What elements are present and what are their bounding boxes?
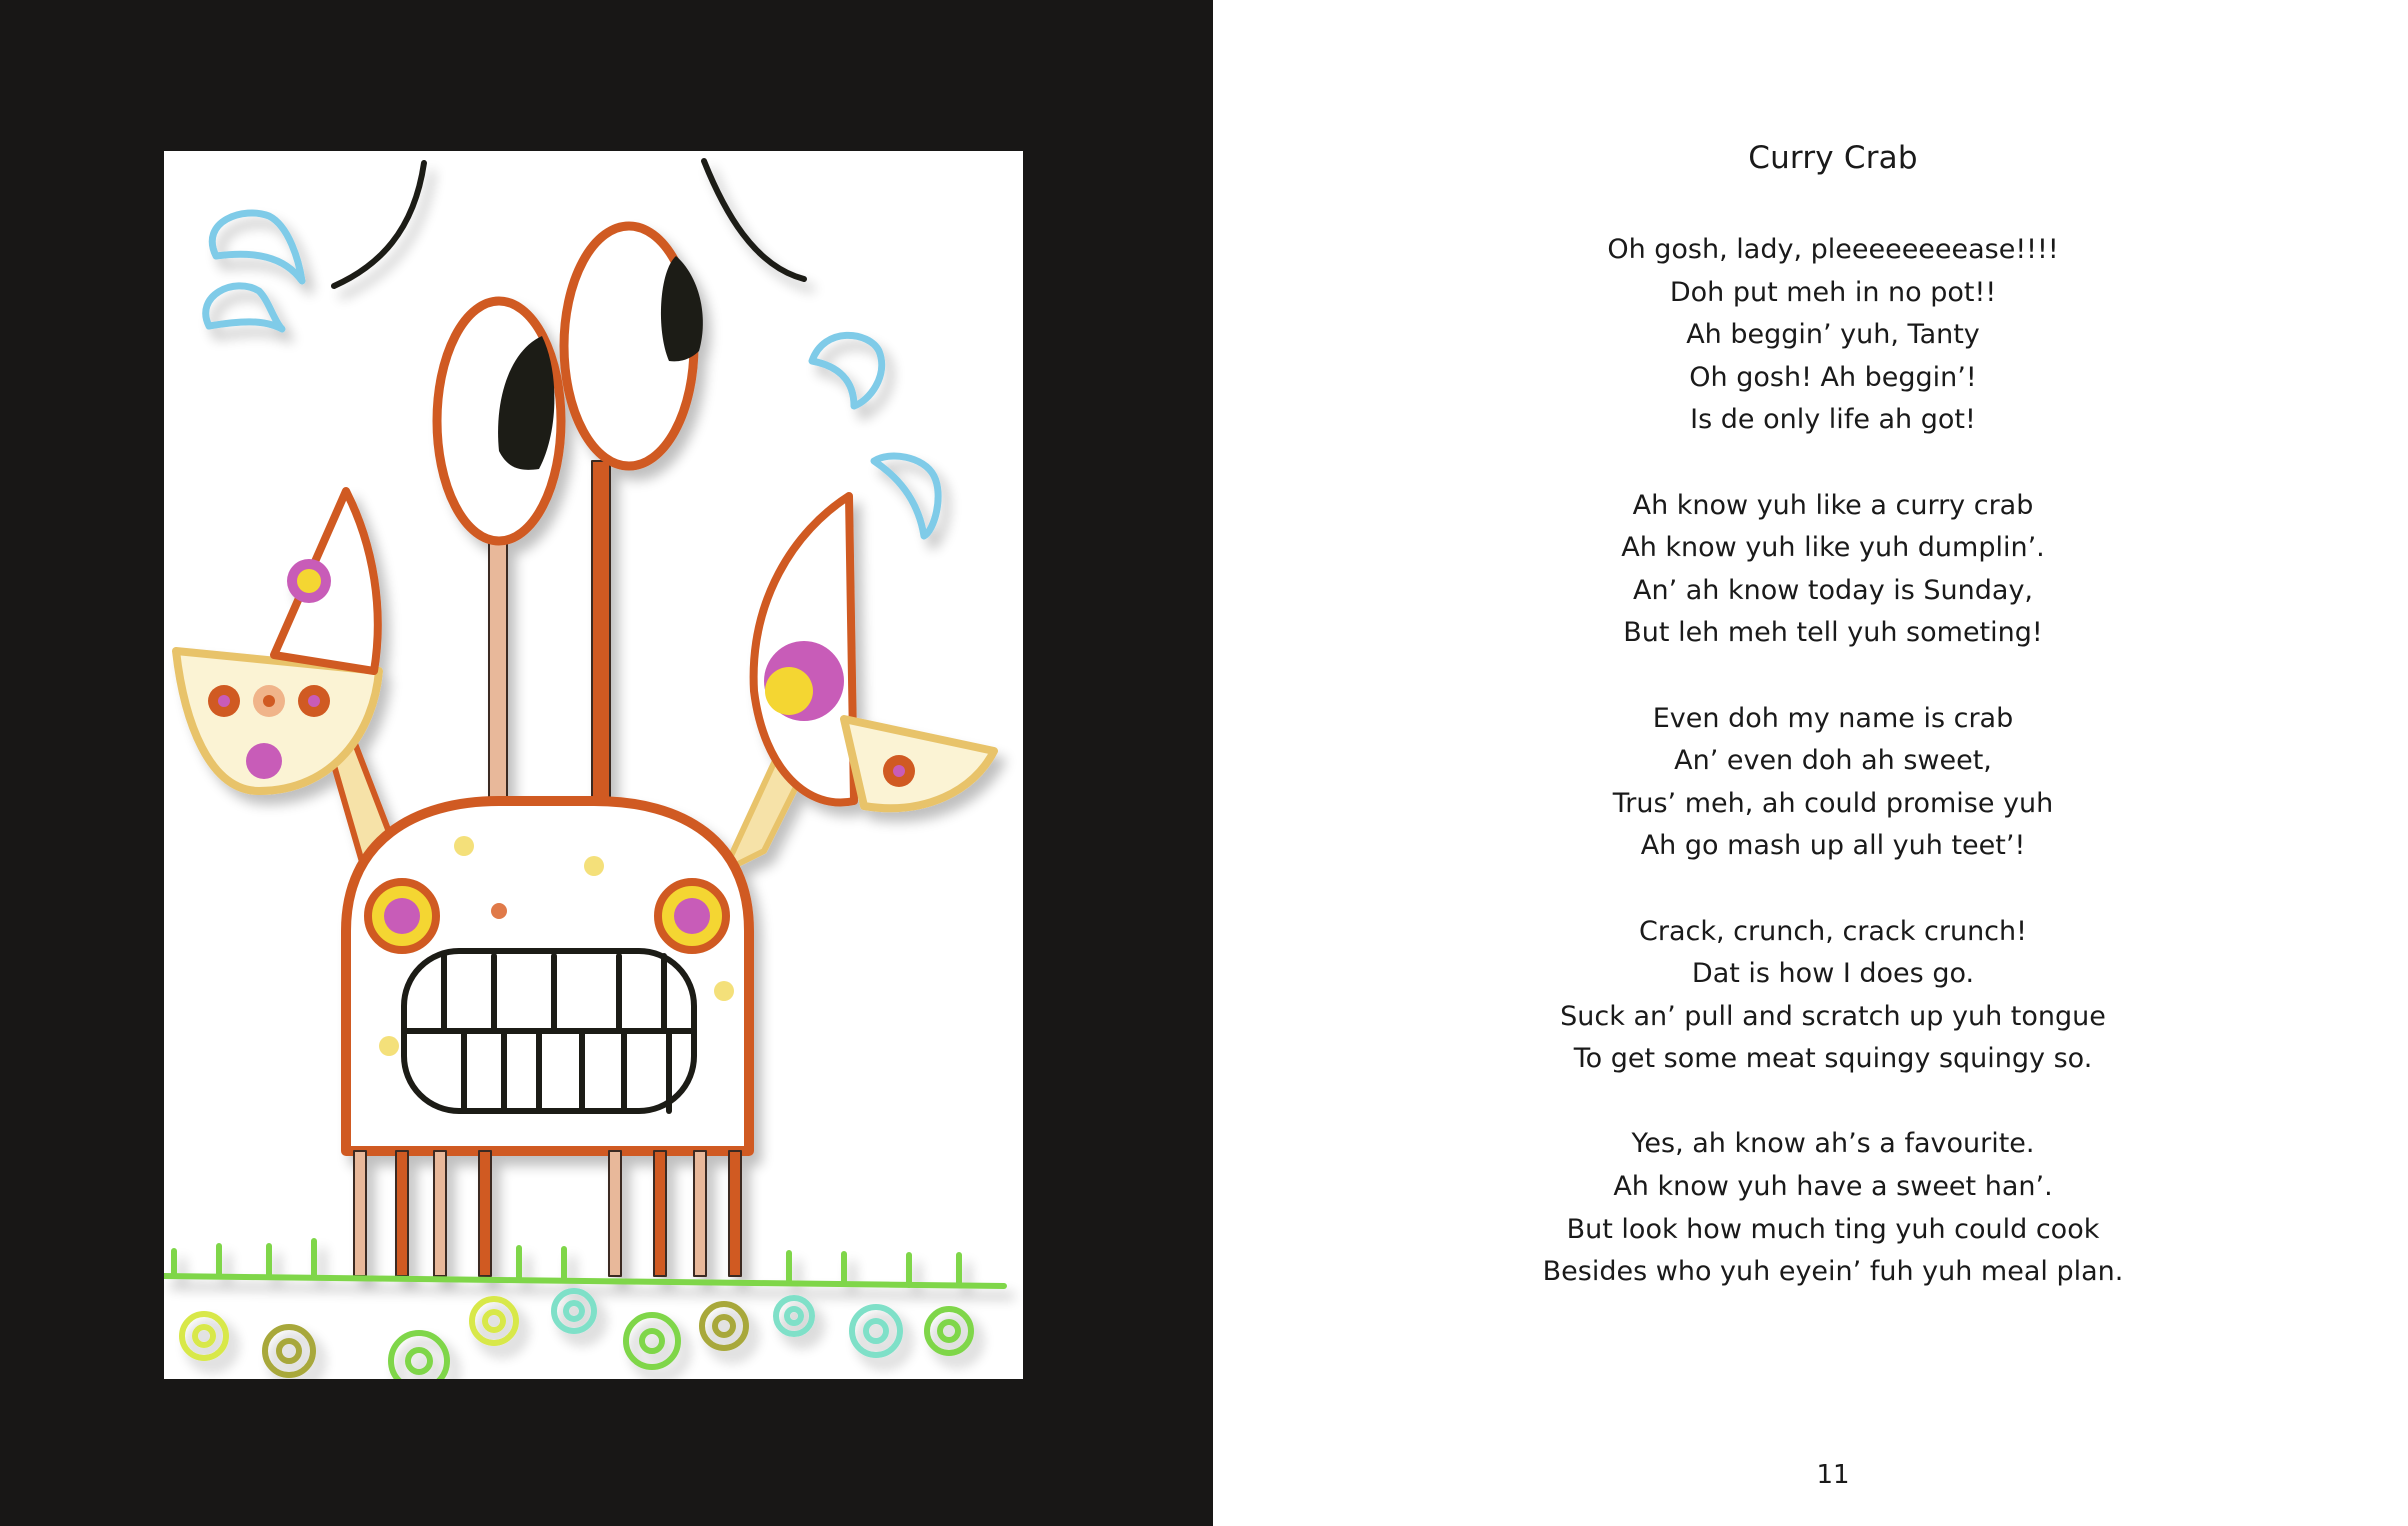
stanza-5 (1213, 1123, 2408, 1293)
crab-illustration (164, 151, 1023, 1379)
poem-line: An’ ah know today is Sunday, (1632, 574, 2034, 606)
poem-body (1213, 229, 2408, 1336)
stanza-2 (1213, 485, 2408, 655)
crab-drawing (164, 151, 1023, 1379)
poem-line: Crack, crunch, crack crunch! (1639, 915, 2027, 947)
teeth (404, 951, 694, 1111)
poem-line: Oh gosh! Ah beggin’! (1689, 361, 1977, 393)
poem-line: Ah know yuh like a curry crab (1632, 489, 2034, 521)
stanza-1 (1213, 229, 2408, 442)
poem-line: Trus’ meh, ah could promise yuh (1612, 787, 2054, 819)
right-page (1213, 0, 2408, 1526)
poem-line: Oh gosh, lady, pleeeeeeeease!!!! (1607, 234, 2059, 265)
poem-line: Ah know yuh like yuh dumplin’. (1621, 532, 2045, 564)
poem-line: Even doh my name is crab (1652, 702, 2014, 734)
poem-line: But look how much ting yuh could cook (1566, 1213, 2100, 1245)
poem-line: Dat is how I does go. (1691, 958, 1975, 990)
poem-line: To get some meat squingy squingy so. (1573, 1043, 2093, 1075)
poem-line: Is de only life ah got! (1690, 404, 1976, 436)
poem-title: Curry Crab (1748, 140, 1918, 176)
poem-line: An’ even doh ah sweet, (1674, 745, 1992, 777)
poem-line: Yes, ah know ah’s a favourite. (1631, 1128, 2035, 1160)
poem-line: Ah beggin’ yuh, Tanty (1686, 319, 1980, 351)
page-number: 11 (1816, 1460, 1850, 1490)
poem-line: Ah go mash up all yuh teet’! (1640, 830, 2026, 862)
poem-line: Doh put meh in no pot!! (1669, 276, 1997, 308)
stanza-4 (1213, 911, 2408, 1081)
poem-line: Besides who yuh eyein’ fuh yuh meal plan. (1542, 1256, 2124, 1288)
poem-line: But leh meh tell yuh someting! (1623, 617, 2043, 649)
stanza-3 (1213, 698, 2408, 868)
poem-line: Suck an’ pull and scratch up yuh tongue (1560, 1000, 2106, 1032)
poem-line: Ah know yuh have a sweet han’. (1613, 1171, 2053, 1203)
